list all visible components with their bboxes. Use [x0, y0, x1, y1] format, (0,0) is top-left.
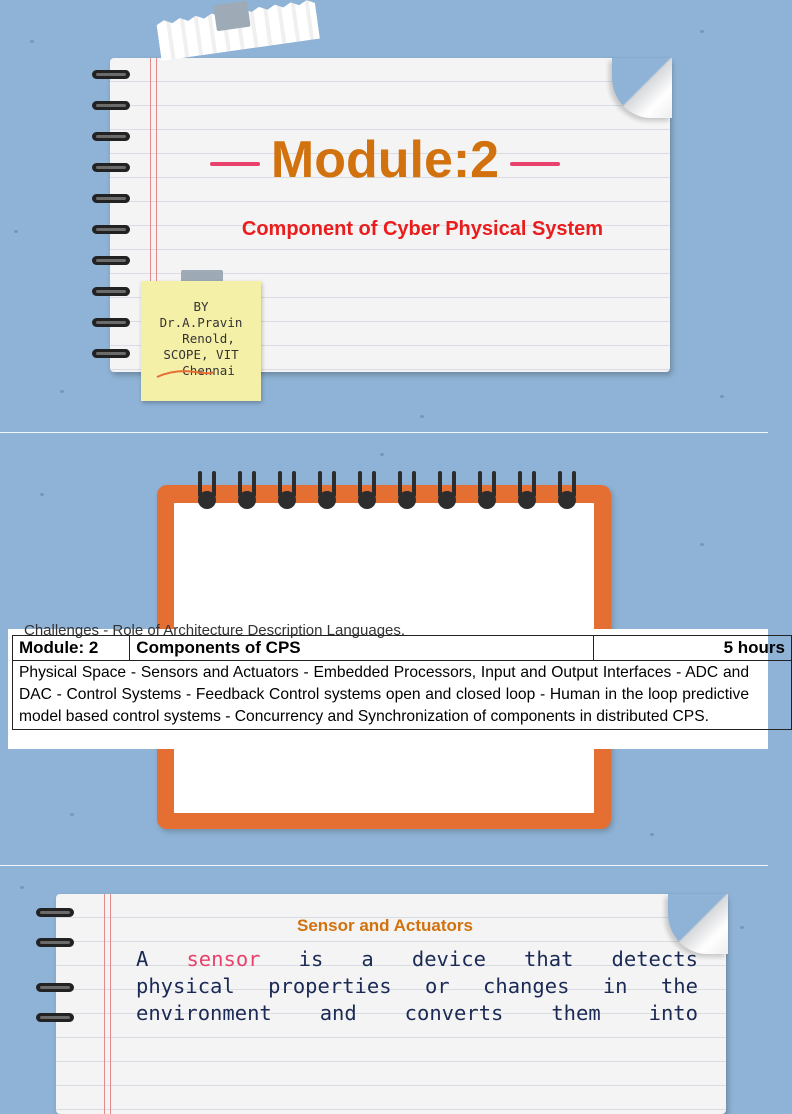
clip: [213, 1, 250, 31]
word: detects: [611, 947, 698, 971]
word: converts: [404, 1001, 504, 1025]
spiral-binder: [92, 287, 130, 296]
slide-3: [0, 866, 768, 1024]
spiral-binder: [92, 70, 130, 79]
slide-1: [0, 0, 768, 432]
spiral-binder: [36, 938, 74, 947]
syllabus-excerpt: [8, 622, 785, 749]
notebook-ring: [476, 471, 498, 513]
spiral-binder: [92, 132, 130, 141]
notebook-ring: [556, 471, 578, 513]
word: into: [648, 1001, 698, 1025]
module-description-cell: Physical Space - Sensors and Actuators - Embedded Processors, Input and Output Interfaces - ADC and DAC - Control Systems - Feedback Control systems open and closed loop - Human in the loop predictive model based control systems - Concurrency and Synchronization of components in distributed CPS.: [13, 661, 792, 730]
section-heading: Sensor and Actuators: [296, 916, 474, 935]
word: properties: [268, 974, 392, 998]
spiral-binder: [92, 349, 130, 358]
word: device: [411, 947, 486, 971]
word: them: [551, 1001, 601, 1025]
definition-text: [136, 946, 698, 1027]
spiral-binder: [92, 256, 130, 265]
word: changes: [483, 974, 570, 998]
author-sticky-note: [141, 281, 261, 401]
word: physical: [136, 974, 235, 998]
notebook-ring: [436, 471, 458, 513]
spiral-binder: [92, 225, 130, 234]
word: environment: [136, 1001, 272, 1025]
word: is: [298, 947, 324, 971]
module-hours-cell: 5 hours: [594, 636, 792, 661]
cropped-previous-line: Challenges - Role of Architecture Description Languages.: [24, 622, 406, 639]
author-text: BY Dr.A.Pravin Renold, SCOPE, VIT Chennai: [159, 299, 243, 378]
slide-title: Module:2: [270, 131, 500, 189]
syllabus-table: [12, 635, 792, 730]
spiral-binder: [92, 318, 130, 327]
text-line-2: [136, 973, 698, 1000]
table-header-row: [13, 636, 792, 661]
notebook-ring: [396, 471, 418, 513]
word: in: [602, 974, 628, 998]
word: and: [319, 1001, 357, 1025]
text-line-3: [136, 1000, 698, 1027]
slide-2: [0, 433, 785, 865]
underline-scribble: [155, 367, 215, 379]
word: or: [424, 974, 450, 998]
module-label-cell: Module: 2: [13, 636, 130, 661]
notebook-ring: [196, 471, 218, 513]
spiral-binder: [36, 983, 74, 992]
slide-subtitle: Component of Cyber Physical System: [241, 218, 604, 240]
notebook-ring: [276, 471, 298, 513]
spiral-binder: [92, 194, 130, 203]
word: the: [660, 974, 698, 998]
table-body-row: [13, 661, 792, 730]
word: A: [136, 947, 149, 971]
text-line-1: [136, 946, 698, 973]
spiral-binder: [92, 163, 130, 172]
spiral-binder: [36, 908, 74, 917]
spiral-binder: [92, 101, 130, 110]
notebook-ring: [236, 471, 258, 513]
module-title-cell: Components of CPS: [130, 636, 594, 661]
spiral-binder: [36, 1013, 74, 1022]
highlight-sensor: sensor: [186, 947, 261, 971]
notebook-ring: [516, 471, 538, 513]
word: a: [361, 947, 374, 971]
notebook-ring: [316, 471, 338, 513]
word: that: [524, 947, 574, 971]
notebook-ring: [356, 471, 378, 513]
